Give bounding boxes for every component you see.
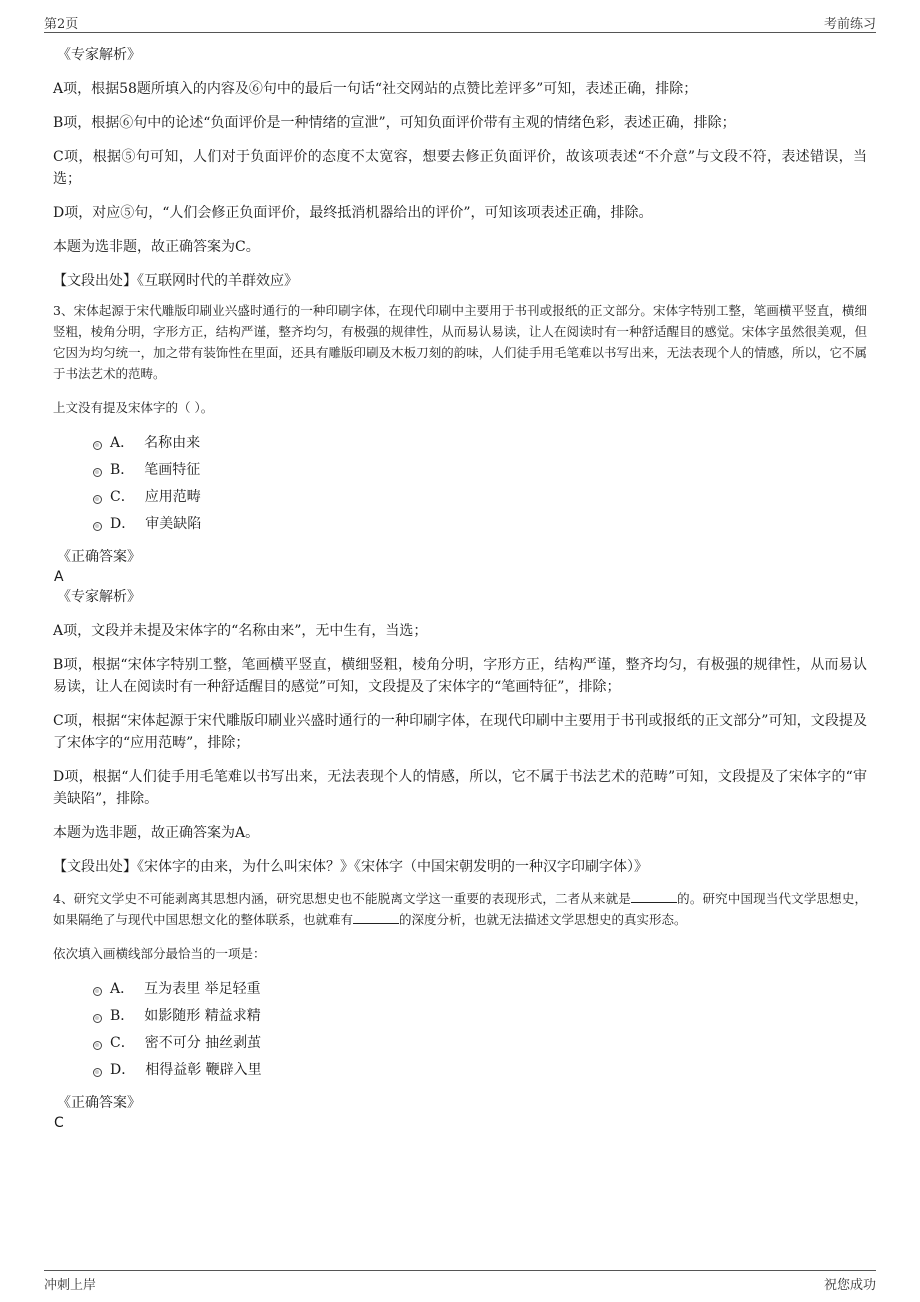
option-text: 如影随形 精益求精 (144, 1008, 261, 1024)
radio-icon[interactable] (93, 1041, 102, 1050)
radio-icon[interactable] (93, 1014, 102, 1023)
passage-text: 的。研究中国现当代文学思想史，如果隔绝了与现代中国思想文化的整体联系，也就难有 (53, 891, 867, 927)
option-c[interactable] (93, 1030, 867, 1057)
option-c[interactable] (93, 484, 867, 511)
answer-value: C (54, 1115, 64, 1131)
option-text: 笔画特征 (144, 462, 201, 478)
option-letter: D． (110, 516, 136, 532)
radio-icon[interactable] (93, 1068, 102, 1077)
answer-label: 《正确答案》 (57, 549, 141, 565)
analysis-c: C项，根据“宋体起源于宋代雕版印刷业兴盛时通行的一种印刷字体，在现代印刷中主要用于书刊或报纸的正文部分”可知，文段提及了宋体字的“应用范畴”，排除； (53, 713, 867, 751)
footer-left: 冲刺上岸 (44, 1278, 97, 1293)
answer-label: 《正确答案》 (57, 1095, 141, 1111)
document-content (53, 44, 867, 1132)
option-text: 相得益彰 鞭辟入里 (145, 1062, 262, 1078)
radio-icon[interactable] (93, 441, 102, 450)
option-letter: A． (110, 981, 135, 997)
option-letter: C． (110, 1035, 135, 1051)
analysis-conclusion: 本题为选非题，故正确答案为C。 (53, 239, 260, 255)
question-4-passage (53, 888, 867, 930)
question-4-options (93, 976, 867, 1084)
fill-blank (631, 890, 677, 903)
radio-icon[interactable] (93, 522, 102, 531)
option-text: 互为表里 举足轻重 (144, 981, 261, 997)
analysis-a: A项，根据58题所填入的内容及⑥句中的最后一句话“社交网站的点赞比差评多”可知，表述正确，排除； (53, 81, 698, 97)
option-text: 密不可分 抽丝剥茧 (144, 1035, 262, 1051)
page-footer (44, 1270, 876, 1295)
analysis-label: 《专家解析》 (57, 589, 141, 605)
page-number: 第2页 (44, 17, 79, 32)
analysis-conclusion: 本题为选非题，故正确答案为A。 (53, 825, 260, 841)
fill-blank (353, 911, 399, 924)
option-b[interactable] (93, 1003, 867, 1030)
analysis-b: B项，根据⑥句中的论述“负面评价是一种情绪的宣泄”，可知负面评价带有主观的情绪色彩，表述正确，排除； (53, 115, 736, 131)
answer-value: A (54, 569, 64, 585)
radio-icon[interactable] (93, 468, 102, 477)
header-title: 考前练习 (823, 17, 876, 32)
passage-text: 4、研究文学史不可能剥离其思想内涵，研究思想史也不能脱离文学这一重要的表现形式，二者从来就是 (53, 891, 632, 906)
page-header (44, 10, 876, 33)
option-letter: D． (110, 1062, 136, 1078)
option-b[interactable] (93, 457, 867, 484)
passage-text: 的深度分析，也就无法描述文学思想史的真实形态。 (399, 912, 687, 927)
option-letter: C． (110, 489, 135, 505)
question-4-prompt: 依次填入画横线部分最恰当的一项是： (53, 946, 266, 961)
footer-right: 祝您成功 (823, 1278, 876, 1293)
radio-icon[interactable] (93, 987, 102, 996)
option-text: 应用范畴 (144, 489, 201, 505)
question-3-passage: 3、宋体起源于宋代雕版印刷业兴盛时通行的一种印刷字体，在现代印刷中主要用于书刊或报纸的正文部分。宋体字特别工整，笔画横平竖直，横细竖粗，棱角分明，字形方正，结构严谨，整齐均匀，有极强的规律性，从而易认易读，让人在阅读时有一种舒适醒目的感觉。宋体字虽然很美观，但它因为均匀统一，加之带有装饰性在里面，还具有雕版印刷及木板刀刻的韵味，人们徒手用毛笔难以书写出来，无法表现个人的情感，所以，它不属于书法艺术的范畴。 (53, 303, 867, 381)
question-3-options (93, 430, 867, 538)
option-text: 名称由来 (144, 435, 201, 451)
analysis-label: 《专家解析》 (57, 47, 141, 63)
source-citation: 【文段出处】《宋体字的由来，为什么叫宋体？》《宋体字（中国宋朝发明的一种汉字印刷字体）》 (53, 859, 648, 875)
option-letter: B． (110, 462, 135, 478)
radio-icon[interactable] (93, 495, 102, 504)
analysis-d: D项，对应⑤句，“人们会修正负面评价，最终抵消机器给出的评价”，可知该项表述正确，排除。 (53, 205, 653, 221)
option-letter: A． (110, 435, 135, 451)
analysis-a: A项，文段并未提及宋体字的“名称由来”，无中生有，当选； (53, 623, 428, 639)
option-letter: B． (110, 1008, 135, 1024)
option-a[interactable] (93, 976, 867, 1003)
question-3-prompt: 上文没有提及宋体字的（ ）。 (53, 400, 214, 415)
option-text: 审美缺陷 (145, 516, 202, 532)
option-d[interactable] (93, 1057, 867, 1084)
analysis-b: B项，根据“宋体字特别工整，笔画横平竖直，横细竖粗，棱角分明，字形方正，结构严谨，整齐均匀，有极强的规律性，从而易认易读，让人在阅读时有一种舒适醒目的感觉”可知，文段提及了宋体字的“笔画特征”，排除； (53, 657, 867, 695)
option-d[interactable] (93, 511, 867, 538)
option-a[interactable] (93, 430, 867, 457)
analysis-c: C项，根据⑤句可知，人们对于负面评价的态度不太宽容，想要去修正负面评价，故该项表述“不介意”与文段不符，表述错误，当选； (53, 149, 867, 187)
source-citation: 【文段出处】《互联网时代的羊群效应》 (53, 273, 298, 289)
analysis-d: D项，根据“人们徒手用毛笔难以书写出来，无法表现个人的情感，所以，它不属于书法艺术的范畴”可知，文段提及了宋体字的“审美缺陷”，排除。 (53, 769, 867, 807)
